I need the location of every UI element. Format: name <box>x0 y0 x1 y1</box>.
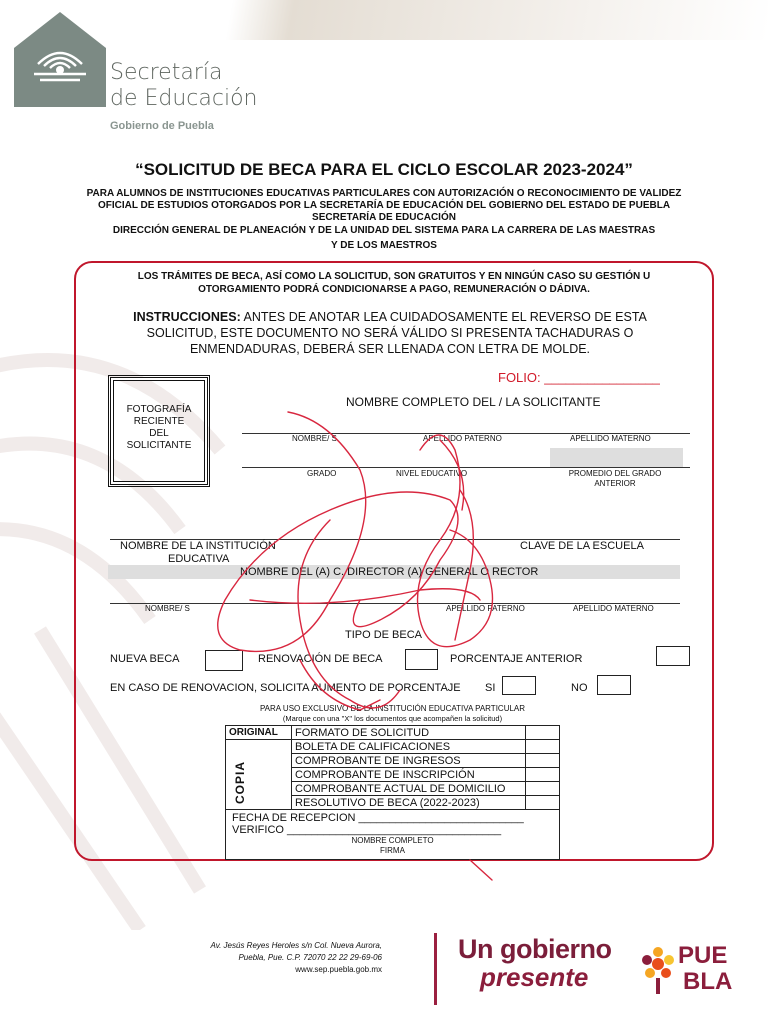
subtitle-line-2: OFICIAL DE ESTUDIOS OTORGADOS POR LA SECRETARÍA DE EDUCACIÓN DEL GOBIERNO DEL ESTADO DE PUEBLA <box>97 200 671 211</box>
document-check-2[interactable] <box>526 740 560 754</box>
puebla-flower-icon <box>638 944 678 996</box>
table-row <box>226 740 560 754</box>
no-label: NO <box>571 682 588 694</box>
header-band <box>0 0 768 40</box>
nombre-completo-label: NOMBRE COMPLETO <box>351 836 434 845</box>
instructions <box>100 309 680 357</box>
subtitle-line-1: PARA ALUMNOS DE INSTITUCIONES EDUCATIVAS PARTICULARES CON AUTORIZACIÓN O RECONOCIMIENTO DE VALIDEZ <box>86 188 682 199</box>
promedio-label-1: PROMEDIO DEL GRADO <box>568 469 662 478</box>
logo-gobierno-puebla: Gobierno de Puebla <box>110 120 214 132</box>
slogan-line-1: Un gobierno <box>458 934 612 964</box>
subtitle-line-5: Y DE LOS MAESTROS <box>331 240 437 251</box>
fecha-recepcion-field[interactable]: FECHA DE RECEPCION ___________________________ <box>232 812 524 824</box>
clave-label: CLAVE DE LA ESCUELA <box>520 540 644 552</box>
form-title: “SOLICITUD DE BECA PARA EL CICLO ESCOLAR 2023-2024” <box>135 160 633 179</box>
photo-label-3: DEL <box>149 428 169 439</box>
footer-website[interactable]: www.sep.puebla.gob.mx <box>295 965 382 974</box>
applicant-materno-label: APELLIDO MATERNO <box>570 434 651 443</box>
institucion-label-2: EDUCATIVA <box>168 553 230 565</box>
document-item-1: FORMATO DE SOLICITUD <box>292 726 526 740</box>
director-paterno-label: APELLIDO PATERNO <box>446 604 525 613</box>
subtitle-line-3: SECRETARÍA DE EDUCACIÓN <box>312 212 456 223</box>
document-item-2: BOLETA DE CALIFICACIONES <box>292 740 526 754</box>
copia-cell <box>226 740 292 810</box>
porcentaje-anterior-box[interactable] <box>656 646 690 666</box>
photo-label-2: RECIENTE <box>133 416 185 427</box>
document-check-5[interactable] <box>526 782 560 796</box>
renovacion-checkbox[interactable] <box>405 649 438 670</box>
photo-label-4: SOLICITANTE <box>126 440 192 451</box>
si-label: SI <box>485 682 496 694</box>
verifico-field[interactable]: VERIFICO ___________________________________ <box>232 824 502 836</box>
notice-line-1: LOS TRÁMITES DE BECA, ASÍ COMO LA SOLICITUD, SON GRATUITOS Y EN NINGÚN CASO SU GESTIÓN U <box>137 271 651 282</box>
applicant-heading: NOMBRE COMPLETO DEL / LA SOLICITANTE <box>346 395 601 409</box>
aumento-label: EN CASO DE RENOVACION, SOLICITA AUMENTO DE PORCENTAJE <box>110 682 461 694</box>
instructions-label: INSTRUCCIONES: <box>133 310 241 324</box>
document-check-1[interactable] <box>526 726 560 740</box>
nueva-beca-label: NUEVA BECA <box>110 653 180 665</box>
nueva-beca-checkbox[interactable] <box>205 650 243 671</box>
institution-use-note: (Marque con una "X" los documentos que acompañen la solicitud) <box>282 714 503 723</box>
instructions-line-3: ENMENDADURAS, DEBERÁ SER LLENADA CON LETRA DE MOLDE. <box>189 342 591 356</box>
puebla-logo-line-1: PUE <box>678 942 728 969</box>
institution-use-heading <box>225 704 560 724</box>
slogan-line-2: presente <box>480 962 589 992</box>
applicant-paterno-label: APELLIDO PATERNO <box>423 434 502 443</box>
renovacion-label: RENOVACIÓN DE BECA <box>258 653 383 665</box>
original-label: ORIGINAL <box>226 726 292 740</box>
subtitle-line-4: DIRECCIÓN GENERAL DE PLANEACIÓN Y DE LA UNIDAD DEL SISTEMA PARA LA CARRERA DE LAS MAESTRAS <box>112 225 656 236</box>
porcentaje-anterior-label: PORCENTAJE ANTERIOR <box>450 653 583 665</box>
document-check-3[interactable] <box>526 754 560 768</box>
secretaria-logo-icon <box>14 12 106 107</box>
institucion-label-1: NOMBRE DE LA INSTITUCIÓN <box>120 540 276 552</box>
promedio-label <box>560 469 670 489</box>
table-row <box>226 810 560 860</box>
photo-label-1: FOTOGRAFÍA <box>126 404 192 415</box>
documents-table <box>225 725 560 860</box>
director-materno-label: APELLIDO MATERNO <box>573 604 654 613</box>
promedio-label-2: ANTERIOR <box>594 479 636 488</box>
promedio-shaded-field[interactable] <box>550 448 683 467</box>
notice <box>80 270 708 296</box>
footer-divider <box>434 933 437 1005</box>
table-row <box>226 726 560 740</box>
secretaria-logo-text <box>110 60 258 132</box>
nivel-label: NIVEL EDUCATIVO <box>396 469 468 478</box>
instructions-line-1: ANTES DE ANOTAR LEA CUIDADOSAMENTE EL REVERSO DE ESTA <box>243 310 647 324</box>
instructions-line-2: SOLICITUD, ESTE DOCUMENTO NO SERÁ VÁLIDO SI PRESENTA TACHADURAS O <box>146 326 634 340</box>
document-item-4: COMPROBANTE DE INSCRIPCIÓN <box>292 768 526 782</box>
reception-cell <box>226 810 560 860</box>
firma-label: FIRMA <box>380 846 405 855</box>
si-checkbox[interactable] <box>502 676 536 695</box>
applicant-nombres-label: NOMBRE/ S <box>292 434 337 443</box>
director-label: NOMBRE DEL (A) C. DIRECTOR (A) GENERAL O RECTOR <box>240 566 539 578</box>
document-check-4[interactable] <box>526 768 560 782</box>
copia-label: COPIA <box>233 760 247 804</box>
logo-secretaria: Secretaría <box>110 60 223 85</box>
document-check-6[interactable] <box>526 796 560 810</box>
no-checkbox[interactable] <box>597 675 631 695</box>
footer-address-line-2: Puebla, Pue. C.P. 72070 22 22 29-69-06 <box>238 953 382 962</box>
institucion-label <box>120 540 276 566</box>
puebla-logo-line-2: BLA <box>683 968 733 995</box>
document-item-5: COMPROBANTE ACTUAL DE DOMICILIO <box>292 782 526 796</box>
photo-box <box>108 375 210 487</box>
document-item-6: RESOLUTIVO DE BECA (2022-2023) <box>292 796 526 810</box>
notice-line-2: OTORGAMIENTO PODRÁ CONDICIONARSE A PAGO, REMUNERACIÓN O DÁDIVA. <box>198 284 590 295</box>
grado-line[interactable] <box>242 467 690 468</box>
logo-de-educacion: de Educación <box>110 86 258 111</box>
tipo-beca-label: TIPO DE BECA <box>345 629 423 641</box>
grado-label: GRADO <box>307 469 337 478</box>
footer-address-line-1: Av. Jesús Reyes Heroles s/n Col. Nueva Aurora, <box>210 941 382 950</box>
institution-use-title: PARA USO EXCLUSIVO DE LA INSTITUCIÓN EDUCATIVA PARTICULAR <box>259 704 526 713</box>
director-nombres-label: NOMBRE/ S <box>145 604 190 613</box>
folio-field[interactable]: FOLIO: ________________ <box>498 370 660 385</box>
footer-address <box>150 940 382 976</box>
document-item-3: COMPROBANTE DE INGRESOS <box>292 754 526 768</box>
